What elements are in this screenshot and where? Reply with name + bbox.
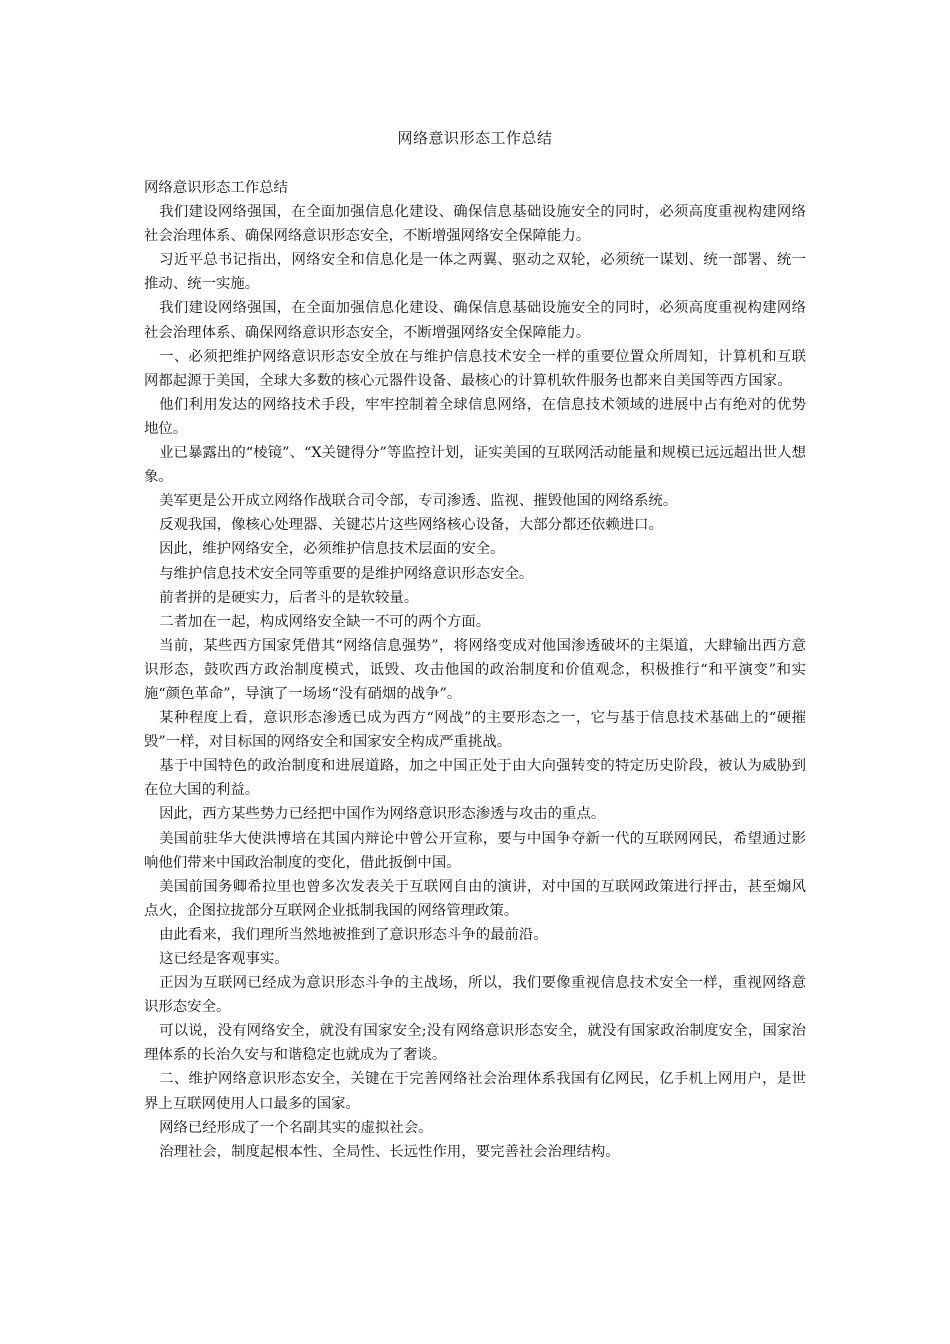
document-subtitle: 网络意识形态工作总结 <box>144 180 288 196</box>
paragraph: 我们建设网络强国，在全面加强信息化建设、确保信息基础设施安全的同时，必须高度重视构建网络社会治理体系、确保网络意识形态安全，不断增强网络安全保障能力。 <box>144 204 806 245</box>
document-title: 网络意识形态工作总结 <box>397 129 553 147</box>
paragraph: 与维护信息技术安全同等重要的是维护网络意识形态安全。 <box>159 565 534 582</box>
paragraph: 可以说，没有网络安全，就没有国家安全;没有网络意识形态安全，就没有国家政治制度安全，国家治理体系的长治久安与和谐稳定也就成为了奢谈。 <box>144 1023 806 1064</box>
paragraph: 基于中国特色的政治制度和进展道路，加之中国正处于由大向强转变的特定历史阶段，被认为威胁到在位大国的利益。 <box>144 758 806 799</box>
paragraph: 美军更是公开成立网络作战联合司令部，专司渗透、监视、摧毁他国的网络系统。 <box>159 493 678 510</box>
paragraph: 美国前驻华大使洪博培在其国内辩论中曾公开宣称，要与中国争夺新一代的互联网网民，希望通过影响他们带来中国政治制度的变化，借此扳倒中国。 <box>144 830 806 871</box>
paragraph: 习近平总书记指出，网络安全和信息化是一体之两翼、驱动之双轮，必须统一谋划、统一部署、统一推动、统一实施。 <box>144 252 806 293</box>
paragraph: 美国前国务卿希拉里也曾多次发表关于互联网自由的演讲，对中国的互联网政策进行抨击，甚至煽风点火，企图拉拢部分互联网企业抵制我国的网络管理政策。 <box>144 878 806 919</box>
paragraph: 某种程度上看，意识形态渗透已成为西方“网战”的主要形态之一，它与基于信息技术基础上的“硬摧毁”一样，对目标国的网络安全和国家安全构成严重挑战。 <box>144 710 806 751</box>
paragraph: 二、维护网络意识形态安全，关键在于完善网络社会治理体系我国有亿网民，亿手机上网用户，是世界上互联网使用人口最多的国家。 <box>144 1071 806 1112</box>
paragraph: 这已经是客观事实。 <box>159 951 289 967</box>
paragraph: 他们利用发达的网络技术手段，牢牢控制着全球信息网络，在信息技术领域的进展中占有绝对的优势地位。 <box>144 396 806 437</box>
paragraph: 因此，西方某些势力已经把中国作为网络意识形态渗透与攻击的重点。 <box>159 806 606 823</box>
paragraph: 因此，维护网络安全，必须维护信息技术层面的安全。 <box>159 541 505 558</box>
paragraph: 反观我国，像核心处理器、关键芯片这些网络核心设备，大部分都还依赖进口。 <box>159 517 663 534</box>
paragraph: 二者加在一起，构成网络安全缺一不可的两个方面。 <box>159 613 491 630</box>
paragraph: 前者拼的是硬实力，后者斗的是软较量。 <box>159 589 419 606</box>
document-body <box>144 176 806 1164</box>
paragraph: 当前，某些西方国家凭借其“网络信息强势”，将网络变成对他国渗透破坏的主渠道，大肆输出西方意识形态，鼓吹西方政治制度模式，诋毁、攻击他国的政治制度和价值观念，积极推行“和平演变”和实施“颜色革命”，导演了一场场“没有硝烟的战争”。 <box>144 637 806 702</box>
paragraph: 正因为互联网已经成为意识形态斗争的主战场，所以，我们要像重视信息技术安全一样，重视网络意识形态安全。 <box>144 975 806 1016</box>
paragraph: 网络已经形成了一个名副其实的虚拟社会。 <box>159 1119 433 1136</box>
paragraph: 我们建设网络强国，在全面加强信息化建设、确保信息基础设施安全的同时，必须高度重视构建网络社会治理体系、确保网络意识形态安全，不断增强网络安全保障能力。 <box>144 300 806 341</box>
paragraph: 由此看来，我们理所当然地被推到了意识形态斗争的最前沿。 <box>159 926 548 943</box>
paragraph: 一、必须把维护网络意识形态安全放在与维护信息技术安全一样的重要位置众所周知，计算机和互联网都起源于美国，全球大多数的核心元器件设备、最核心的计算机软件服务也都来自美国等西方国家。 <box>144 348 806 389</box>
paragraph: 业已暴露出的“棱镜”、“X关键得分”等监控计划，证实美国的互联网活动能量和规模已远远超出世人想象。 <box>144 445 806 486</box>
paragraph: 治理社会，制度起根本性、全局性、长远性作用，要完善社会治理结构。 <box>159 1143 620 1160</box>
